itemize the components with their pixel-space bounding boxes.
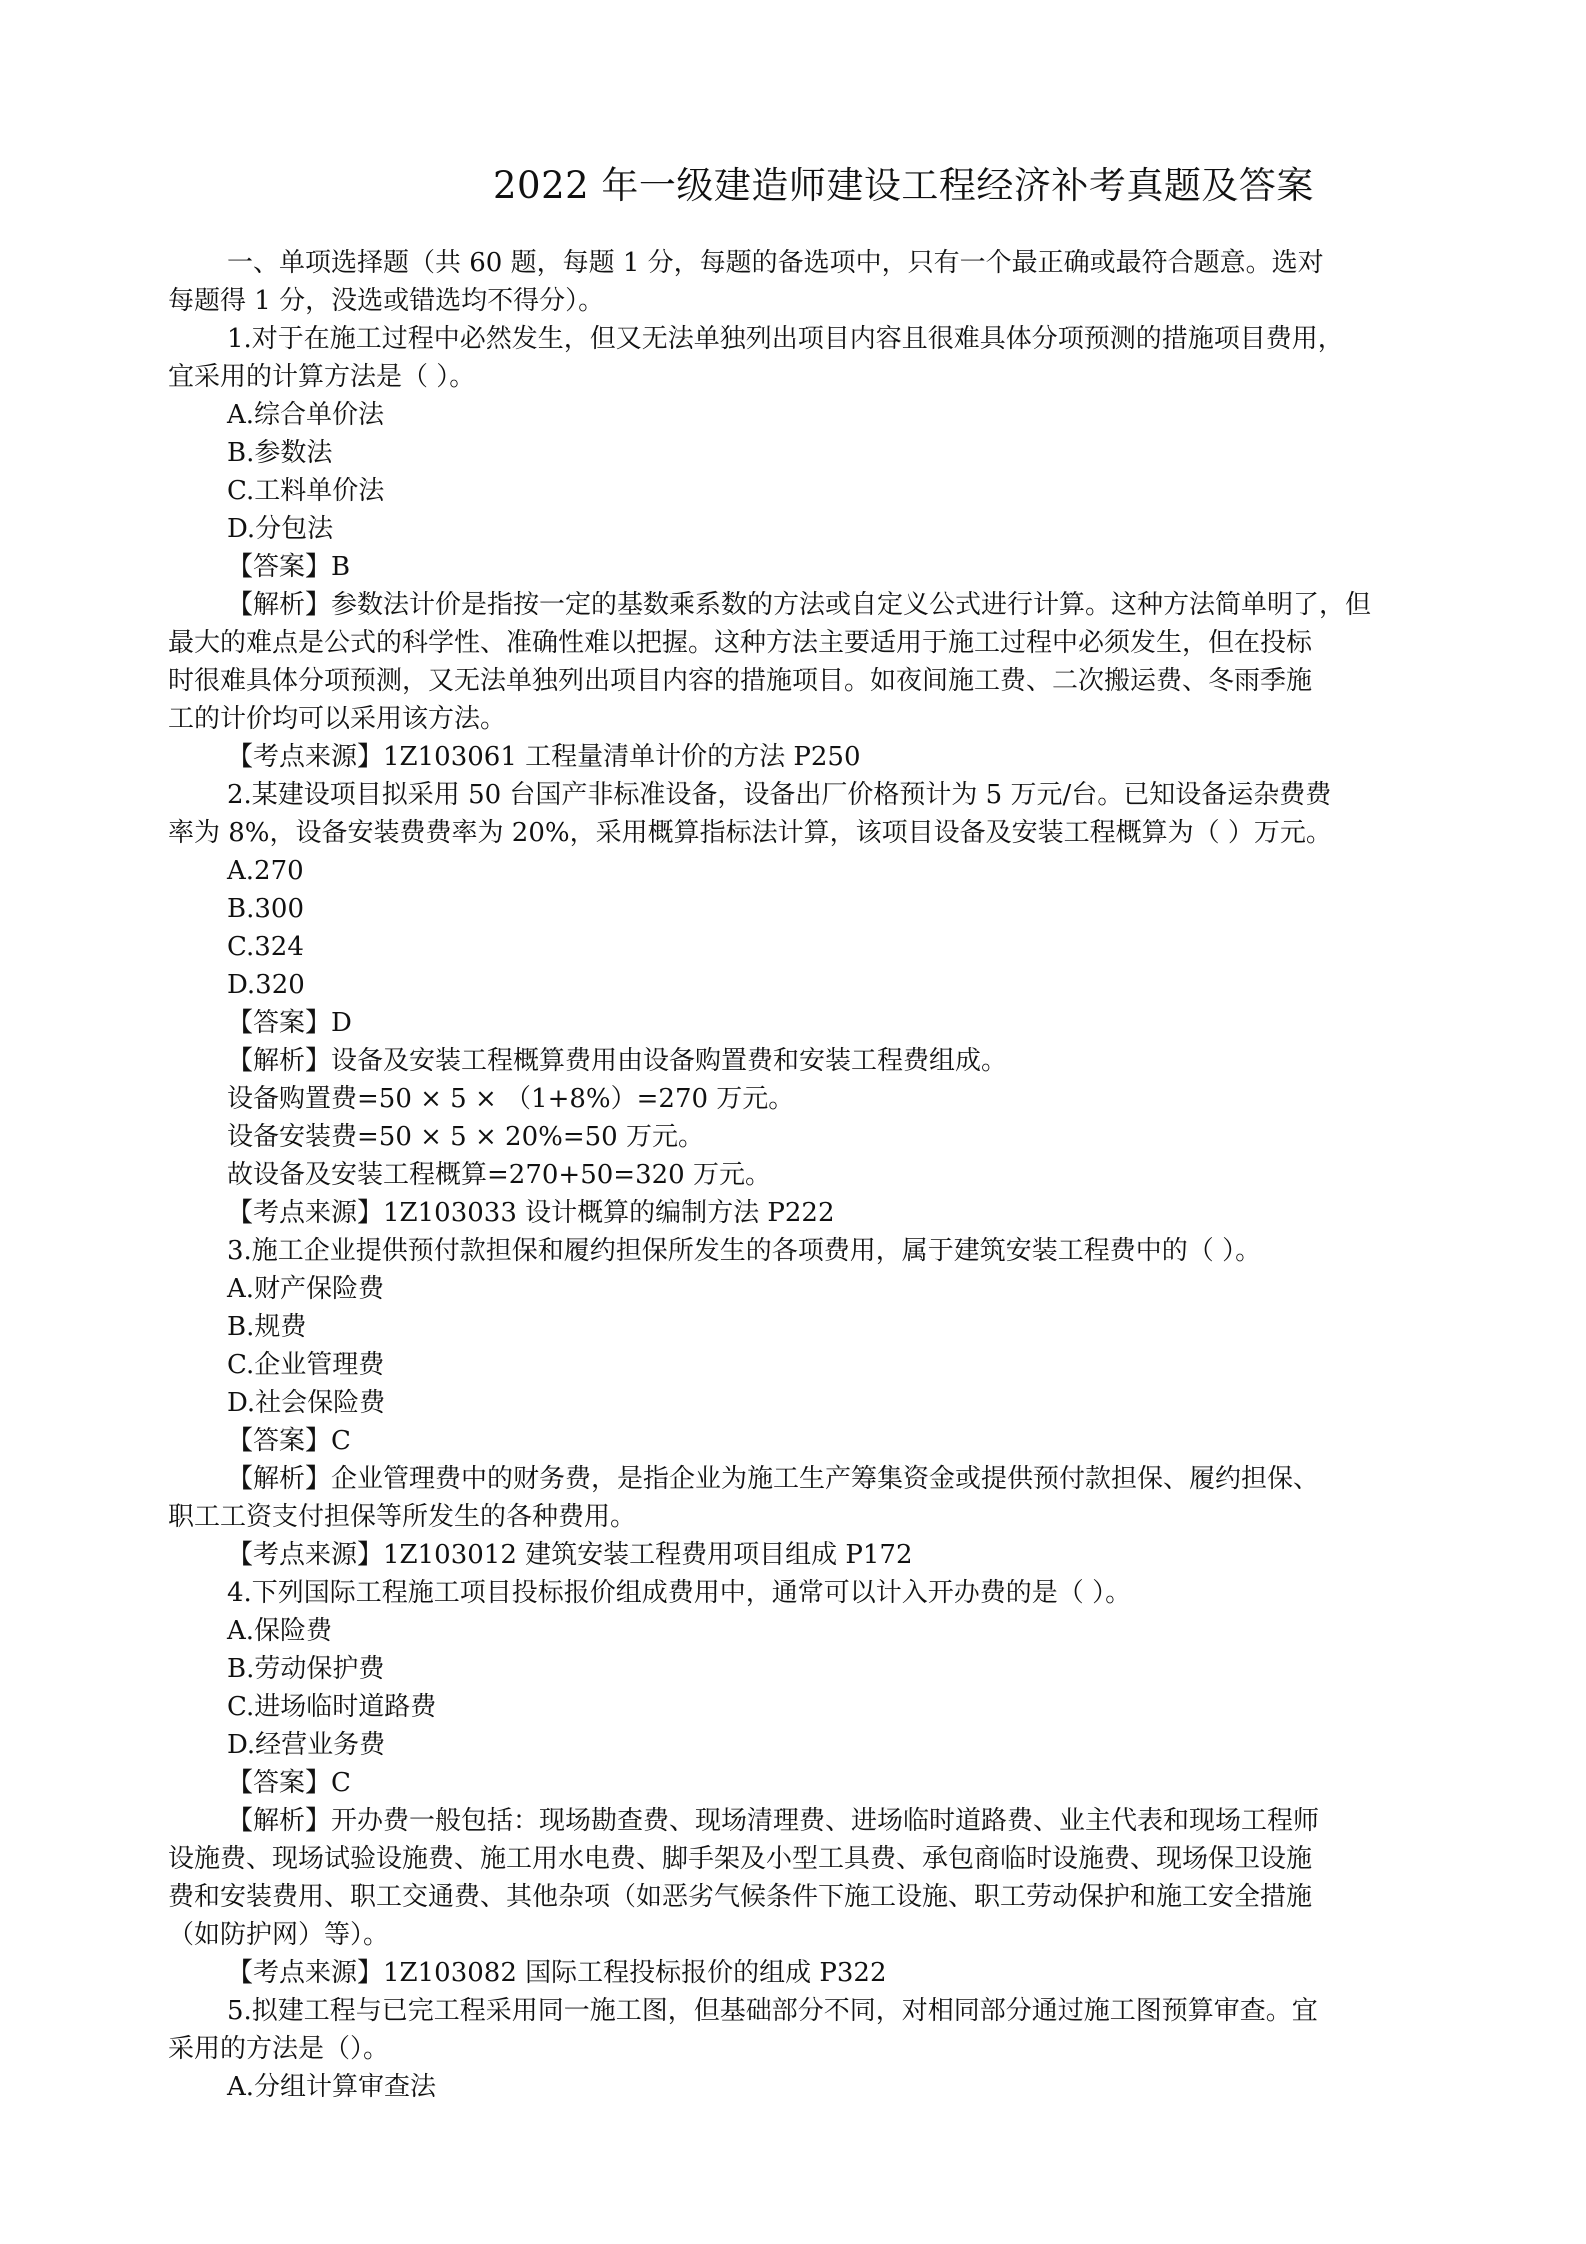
q1-option-a: A.综合单价法 — [227, 400, 385, 430]
q1-option-d: D.分包法 — [227, 514, 334, 544]
q3-option-c: C.企业管理费 — [227, 1350, 385, 1380]
q3-analysis: 【解析】企业管理费中的财务费，是指企业为施工生产筹集资金或提供预付款担保、履约担保、 — [227, 1464, 1320, 1494]
question-4: 4.下列国际工程施工项目投标报价组成费用中，通常可以计入开办费的是（ ）。 — [227, 1578, 1132, 1608]
q1-analysis-cont: 工的计价均可以采用该方法。 — [168, 704, 507, 734]
section-heading-cont: 每题得 1 分，没选或错选均不得分）。 — [168, 286, 605, 316]
question-5-cont: 采用的方法是（）。 — [168, 2034, 390, 2064]
q4-source: 【考点来源】1Z103082 国际工程投标报价的组成 P322 — [227, 1958, 887, 1988]
q1-option-c: C.工料单价法 — [227, 476, 385, 506]
q4-analysis-cont: （如防护网）等）。 — [168, 1920, 390, 1950]
question-2: 2.某建设项目拟采用 50 台国产非标准设备，设备出厂价格预计为 5 万元/台。已知设备运杂费费 — [227, 780, 1332, 810]
question-1-cont: 宜采用的计算方法是（ ）。 — [168, 362, 476, 392]
q3-option-b: B.规费 — [227, 1312, 307, 1342]
q1-option-b: B.参数法 — [227, 438, 333, 468]
section-heading: 一、单项选择题（共 60 题，每题 1 分，每题的备选项中，只有一个最正确或最符合题意。选对 — [227, 248, 1324, 278]
q4-option-c: C.进场临时道路费 — [227, 1692, 437, 1722]
q1-analysis: 【解析】参数法计价是指按一定的基数乘系数的方法或自定义公式进行计算。这种方法简单明了，但 — [227, 590, 1372, 620]
q4-option-a: A.保险费 — [227, 1616, 333, 1646]
q1-analysis-cont: 最大的难点是公式的科学性、准确性难以把握。这种方法主要适用于施工过程中必须发生，但在投标 — [168, 628, 1313, 658]
q2-analysis: 【解析】设备及安装工程概算费用由设备购置费和安装工程费组成。 — [227, 1046, 1008, 1076]
q4-analysis-cont: 费和安装费用、职工交通费、其他杂项（如恶劣气候条件下施工设施、职工劳动保护和施工安全措施 — [168, 1882, 1313, 1912]
q4-analysis-cont: 设施费、现场试验设施费、施工用水电费、脚手架及小型工具费、承包商临时设施费、现场保卫设施 — [168, 1844, 1313, 1874]
q1-answer: 【答案】B — [227, 552, 351, 582]
document-body — [168, 244, 1408, 2106]
question-5: 5.拟建工程与已完工程采用同一施工图，但基础部分不同，对相同部分通过施工图预算审查。宜 — [227, 1996, 1318, 2026]
document-title: 2022 年一级建造师建设工程经济补考真题及答案 — [493, 164, 1314, 207]
q2-option-c: C.324 — [227, 932, 304, 962]
q2-calc-3: 故设备及安装工程概算=270+50=320 万元。 — [227, 1160, 771, 1190]
question-2-cont: 率为 8%，设备安装费费率为 20%，采用概算指标法计算，该项目设备及安装工程概算为（ ）万元。 — [168, 818, 1332, 848]
q2-calc-1: 设备购置费=50 × 5 × （1+8%）=270 万元。 — [227, 1084, 795, 1114]
q2-option-b: B.300 — [227, 894, 304, 924]
question-3: 3.施工企业提供预付款担保和履约担保所发生的各项费用，属于建筑安装工程费中的（ ）。 — [227, 1236, 1262, 1266]
q3-source: 【考点来源】1Z103012 建筑安装工程费用项目组成 P172 — [227, 1540, 913, 1570]
q3-option-a: A.财产保险费 — [227, 1274, 385, 1304]
q1-analysis-cont: 时很难具体分项预测，又无法单独列出项目内容的措施项目。如夜间施工费、二次搬运费、冬雨季施 — [168, 666, 1313, 696]
q2-option-a: A.270 — [227, 856, 304, 886]
q2-option-d: D.320 — [227, 970, 305, 1000]
question-1: 1.对于在施工过程中必然发生，但又无法单独列出项目内容且很难具体分项预测的措施项目费用， — [227, 324, 1344, 354]
q3-answer: 【答案】C — [227, 1426, 351, 1456]
q2-calc-2: 设备安装费=50 × 5 × 20%=50 万元。 — [227, 1122, 704, 1152]
q1-source: 【考点来源】1Z103061 工程量清单计价的方法 P250 — [227, 742, 861, 772]
q2-answer: 【答案】D — [227, 1008, 352, 1038]
q3-analysis-cont: 职工工资支付担保等所发生的各种费用。 — [168, 1502, 637, 1532]
q4-analysis: 【解析】开办费一般包括：现场勘查费、现场清理费、进场临时道路费、业主代表和现场工程师 — [227, 1806, 1320, 1836]
q4-option-d: D.经营业务费 — [227, 1730, 386, 1760]
q4-option-b: B.劳动保护费 — [227, 1654, 385, 1684]
q2-source: 【考点来源】1Z103033 设计概算的编制方法 P222 — [227, 1198, 835, 1228]
q3-option-d: D.社会保险费 — [227, 1388, 386, 1418]
q4-answer: 【答案】C — [227, 1768, 351, 1798]
q5-option-a: A.分组计算审查法 — [227, 2072, 437, 2102]
